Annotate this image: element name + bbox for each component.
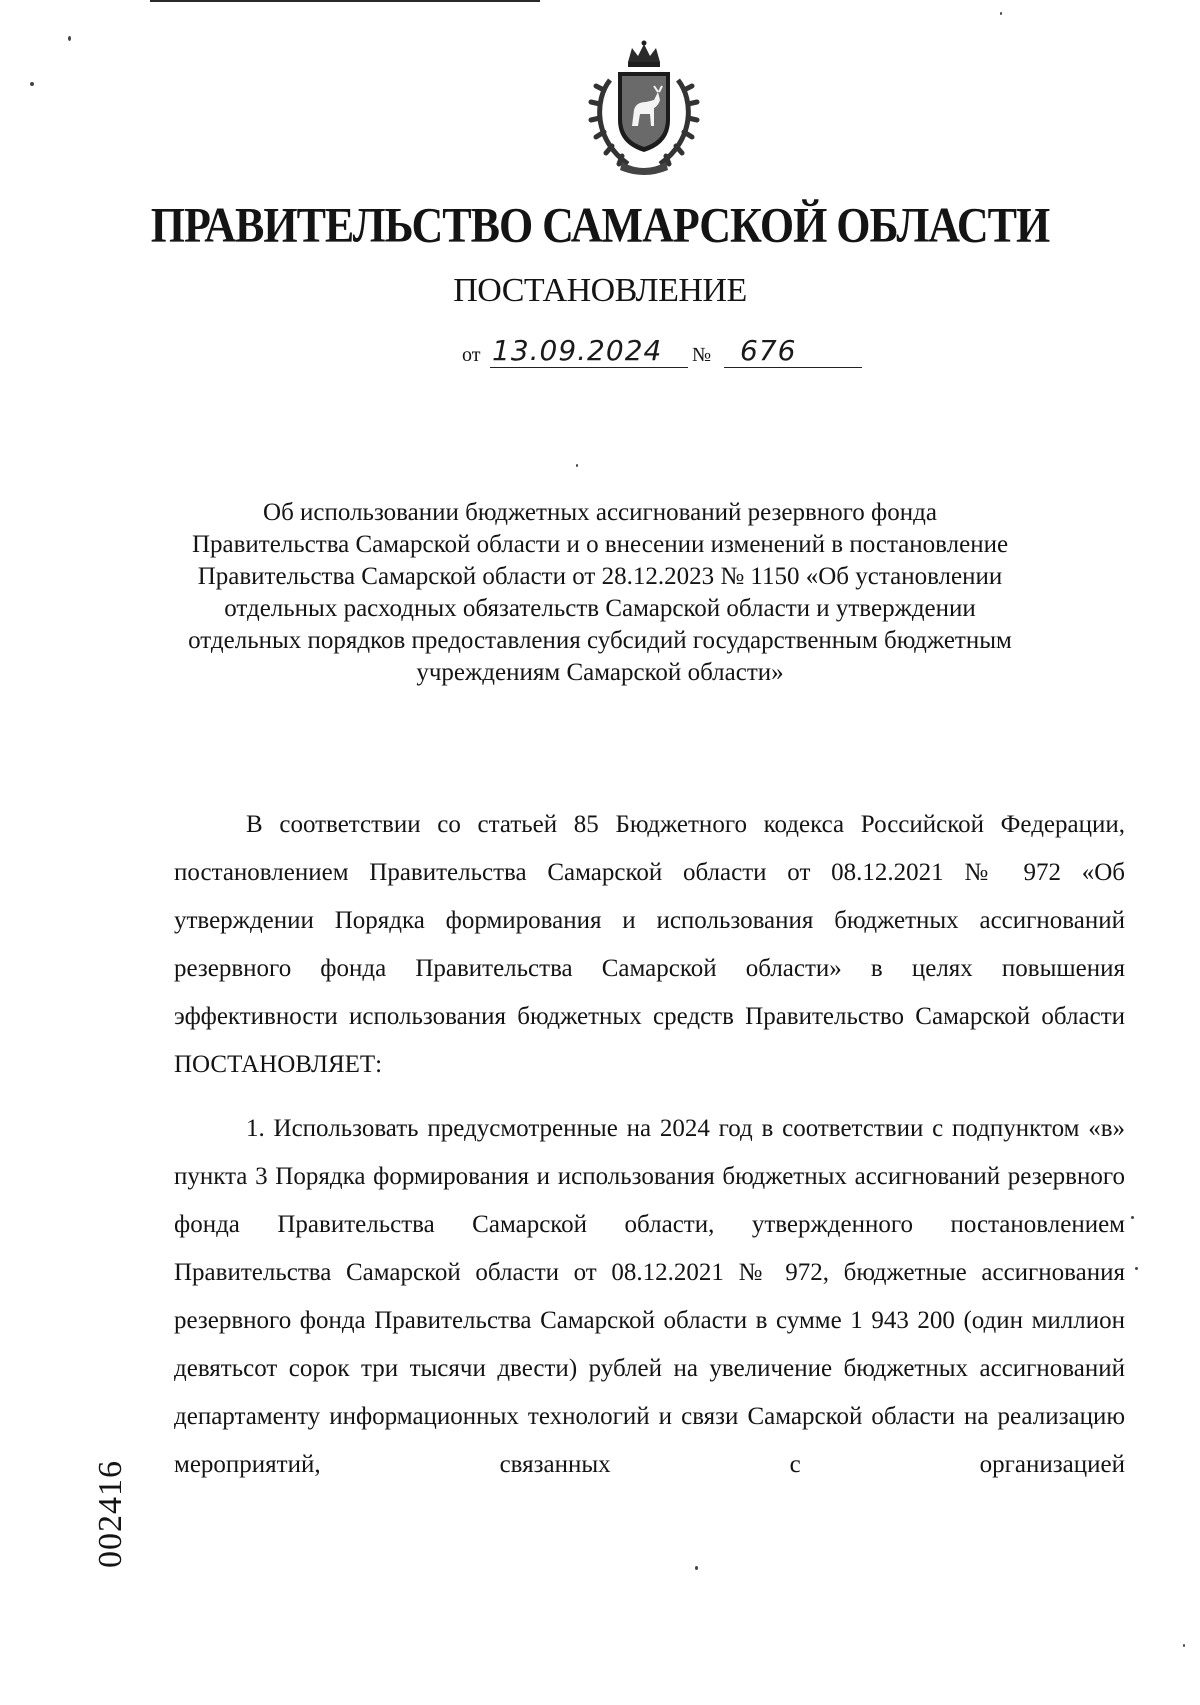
preamble-paragraph <box>174 801 1125 1089</box>
subject-line: Об использовании бюджетных ассигнований резервного фонда <box>263 499 937 526</box>
scan-speck <box>1183 1644 1185 1647</box>
organization-title: ПРАВИТЕЛЬСТВО САМАРСКОЙ ОБЛАСТИ <box>150 198 1050 253</box>
scan-speck <box>68 36 71 41</box>
subject-line: отдельных порядков предоставления субсидий государственным бюджетным <box>188 627 1012 654</box>
subject-line: Правительства Самарской области и о внесении изменений в постановление <box>191 531 1009 558</box>
item-1-paragraph <box>174 1105 1125 1489</box>
subject-line: отдельных расходных обязательств Самарской области и утверждении <box>224 595 976 622</box>
handwritten-number: 676 <box>740 334 797 367</box>
scan-speck <box>1000 12 1002 15</box>
document-type: ПОСТАНОВЛЕНИЕ <box>453 272 747 309</box>
preamble-text: В соответствии со статьей 85 Бюджетного кодекса Российской Федерации, постановлением Правительства Самарской области от 08.12.2021 № 972 «Об утверждении Порядка формирования и использования бюджетных ассигнований резервного фонда Правительства Самарской области» в целях повышения эффективности использования бюджетных средств Правительство Самарской области ПОСТАНОВЛЯЕТ: <box>174 811 1125 1078</box>
number-underline <box>724 367 862 368</box>
subject-line: Правительства Самарской области от 28.12.2023 № 1150 «Об установлении <box>197 563 1003 590</box>
date-underline <box>490 367 688 368</box>
scan-speck <box>576 464 578 467</box>
date-number-line <box>462 334 862 374</box>
subject-line: учреждениям Самарской области» <box>416 659 784 686</box>
handwritten-date: 13.09.2024 <box>492 334 663 367</box>
scan-speck <box>1135 1267 1138 1270</box>
number-prefix: № <box>692 344 712 366</box>
scan-speck <box>30 82 34 86</box>
samara-coat-of-arms-icon <box>588 40 700 176</box>
document-subject <box>150 497 1050 689</box>
top-border-line <box>150 0 540 2</box>
scan-speck <box>695 1566 698 1570</box>
date-prefix: от <box>462 344 481 366</box>
margin-serial-number: 002416 <box>92 1460 129 1568</box>
scan-speck <box>1131 1216 1134 1219</box>
item-1-text: 1. Использовать предусмотренные на 2024 год в соответствии с подпунктом «в» пункта 3 Порядка формирования и использования бюджетных ассигнований резервного фонда Правительства Самарской области, утвержденного постановлением Правительства Самарской области от 08.12.2021 № 972, бюджетные ассигнования резервного фонда Правительства Самарской области в сумме 1 943 200 (один миллион девятьсот сорок три тысячи двести) рублей на увеличение бюджетных ассигнований департаменту информационных технологий и связи Самарской области на реализацию мероприятий, связанных с организацией <box>174 1115 1125 1478</box>
